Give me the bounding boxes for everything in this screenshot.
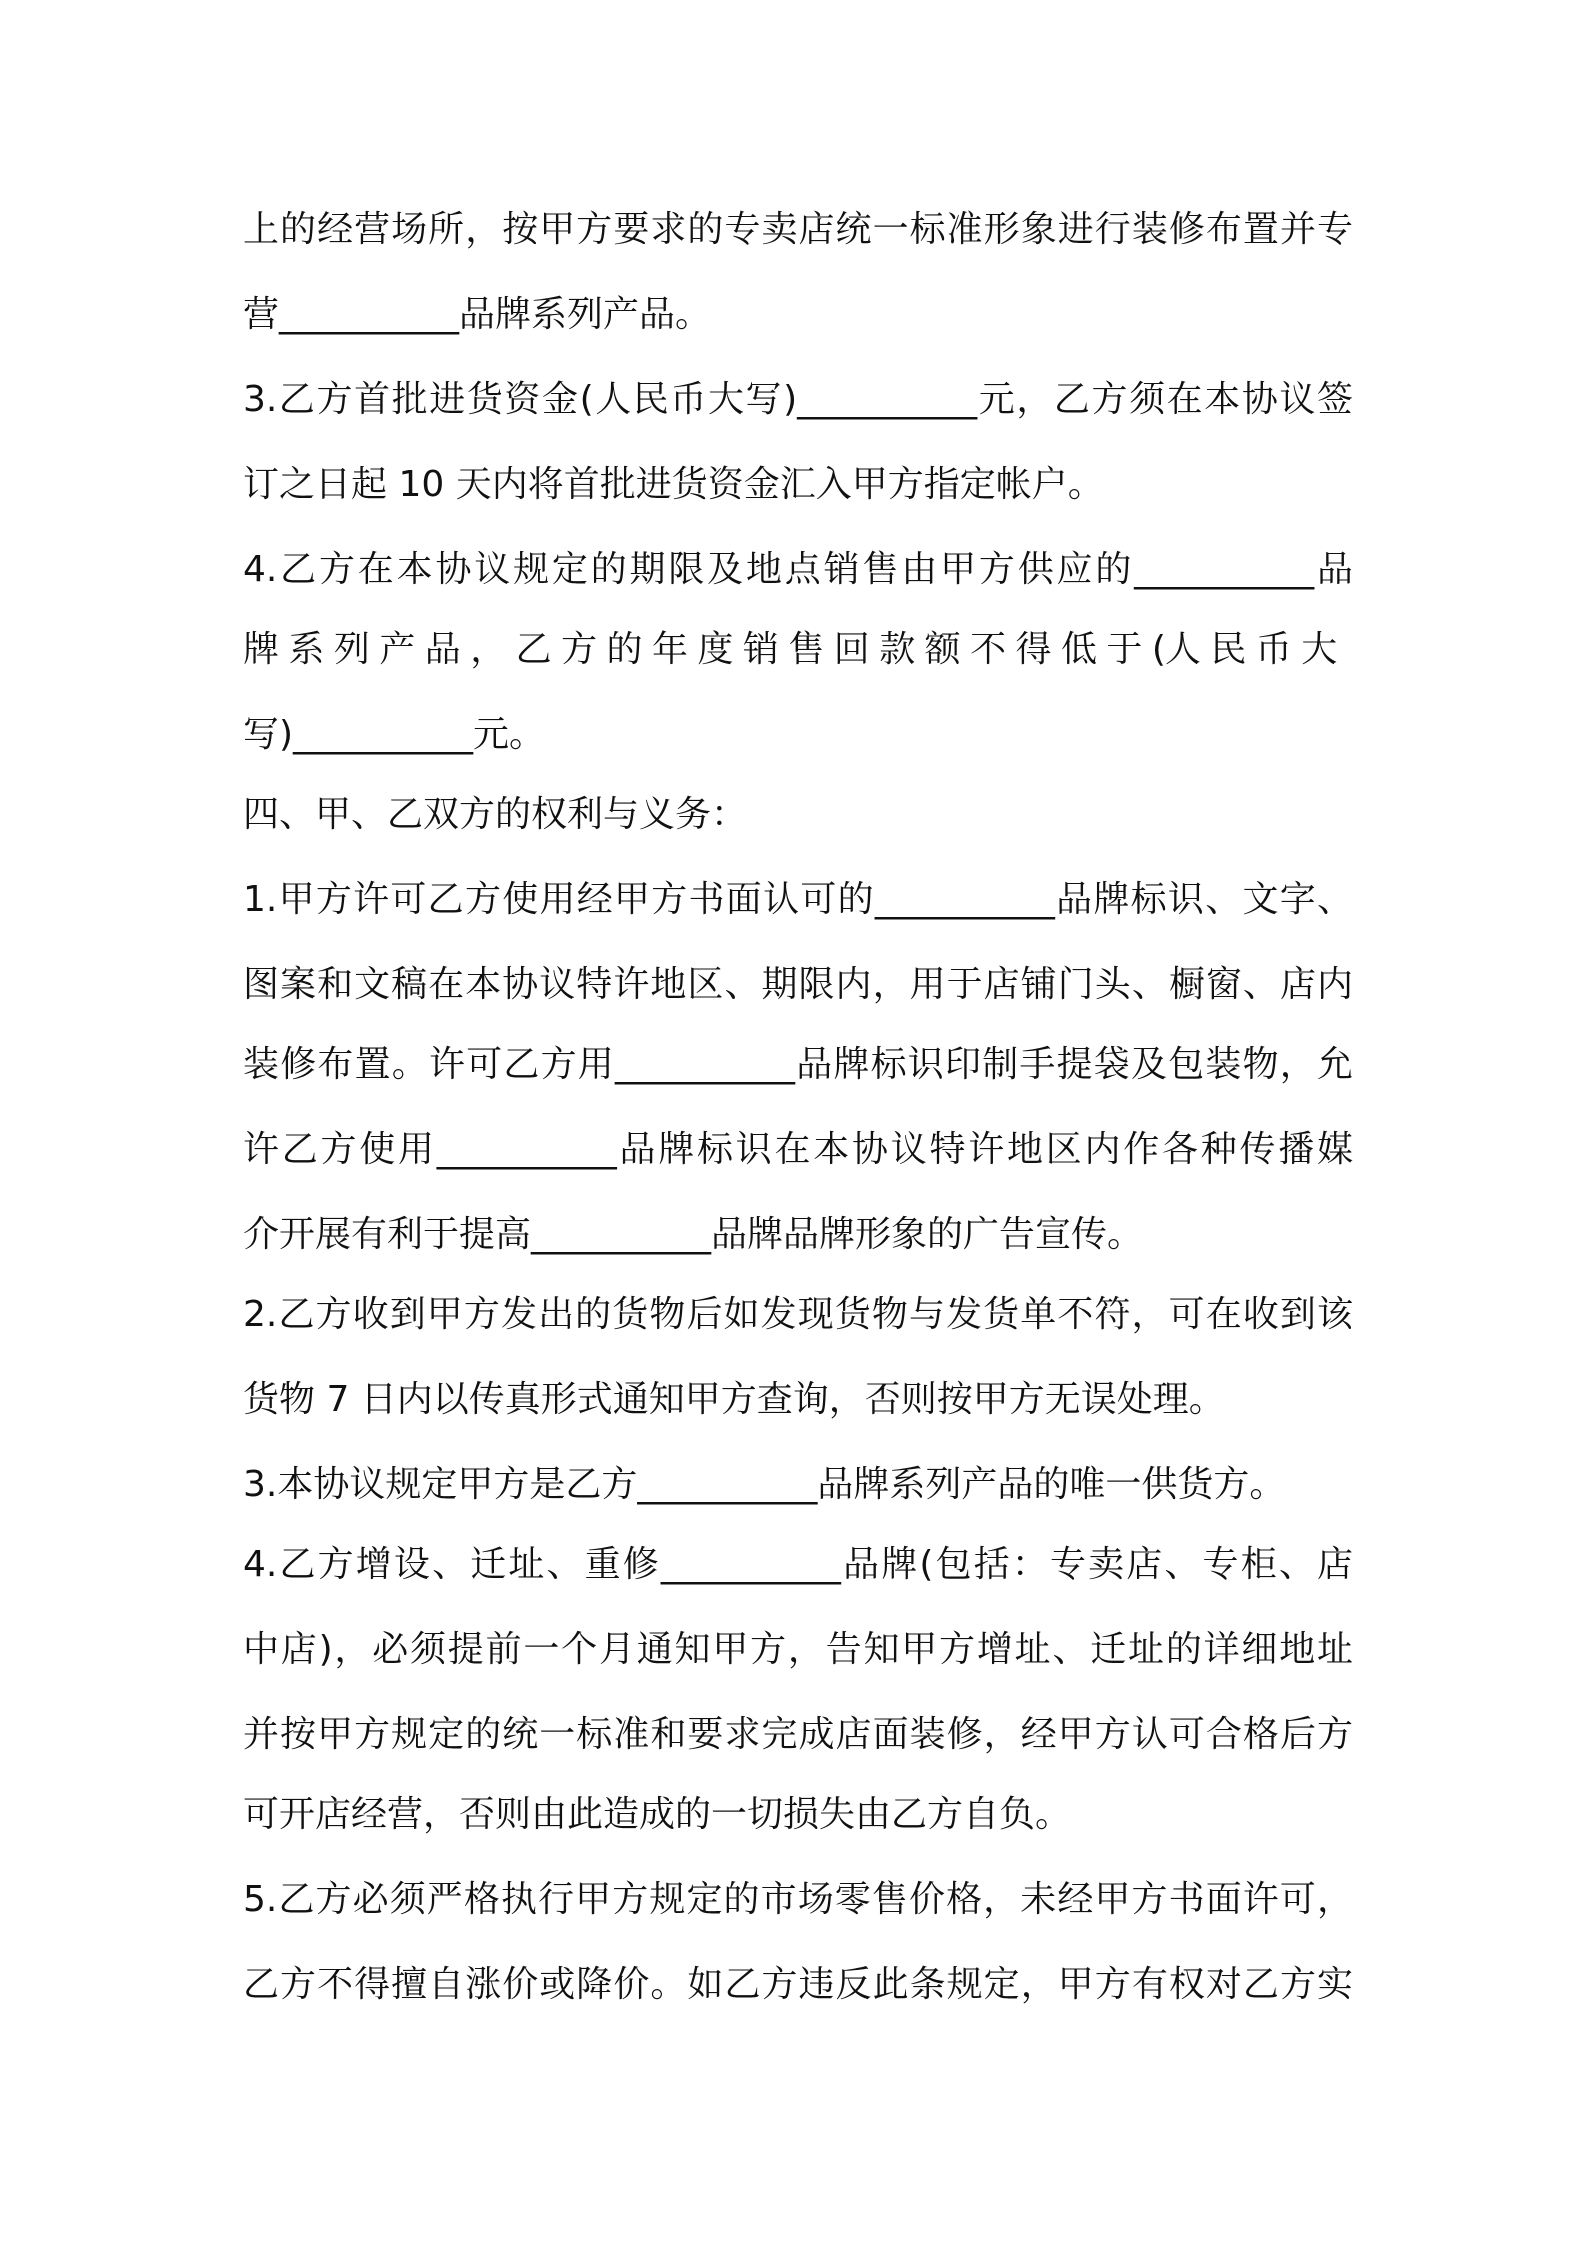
- text-line: 并按甲方规定的统一标准和要求完成店面装修，经甲方认可合格后方: [243, 1714, 1353, 1755]
- text-line: 许乙方使用__________品牌标识在本协议特许地区内作各种传播媒: [243, 1129, 1353, 1170]
- text-line: 上的经营场所，按甲方要求的专卖店统一标准形象进行装修布置并专: [243, 209, 1353, 250]
- text-line: 中店)，必须提前一个月通知甲方，告知甲方增址、迁址的详细地址: [243, 1629, 1353, 1670]
- text-line: 写)__________元。: [243, 714, 546, 755]
- text-line: 介开展有利于提高__________品牌品牌形象的广告宣传。: [243, 1214, 1144, 1255]
- text-line: 3.本协议规定甲方是乙方__________品牌系列产品的唯一供货方。: [243, 1464, 1286, 1505]
- text-line: 乙方不得擅自涨价或降价。如乙方违反此条规定，甲方有权对乙方实: [243, 1964, 1353, 2005]
- text-line: 牌 系 列 产 品 ， 乙 方 的 年 度 销 售 回 款 额 不 得 低 于 (人 民 币 大: [243, 629, 1337, 670]
- text-line: 3.乙方首批进货资金(人民币大写)__________元，乙方须在本协议签: [243, 379, 1353, 420]
- section-heading: 四、甲、乙双方的权利与义务：: [243, 794, 748, 835]
- text-line: 订之日起 10 天内将首批进货资金汇入甲方指定帐户。: [243, 464, 1104, 505]
- text-line: 4.乙方在本协议规定的期限及地点销售由甲方供应的__________品: [243, 549, 1353, 590]
- text-line: 5.乙方必须严格执行甲方规定的市场零售价格，未经甲方书面许可，: [243, 1879, 1353, 1920]
- text-line: 装修布置。许可乙方用__________品牌标识印制手提袋及包装物，允: [243, 1044, 1353, 1085]
- text-line: 2.乙方收到甲方发出的货物后如发现货物与发货单不符，可在收到该: [243, 1294, 1353, 1335]
- text-line: 图案和文稿在本协议特许地区、期限内，用于店铺门头、橱窗、店内: [243, 964, 1353, 1005]
- text-line: 4.乙方增设、迁址、重修__________品牌(包括：专卖店、专柜、店: [243, 1544, 1353, 1585]
- text-line: 货物 7 日内以传真形式通知甲方查询，否则按甲方无误处理。: [243, 1379, 1225, 1420]
- text-line: 营__________品牌系列产品。: [243, 294, 712, 335]
- text-line: 可开店经营，否则由此造成的一切损失由乙方自负。: [243, 1794, 1072, 1835]
- text-line: 1.甲方许可乙方使用经甲方书面认可的__________品牌标识、文字、: [243, 879, 1353, 920]
